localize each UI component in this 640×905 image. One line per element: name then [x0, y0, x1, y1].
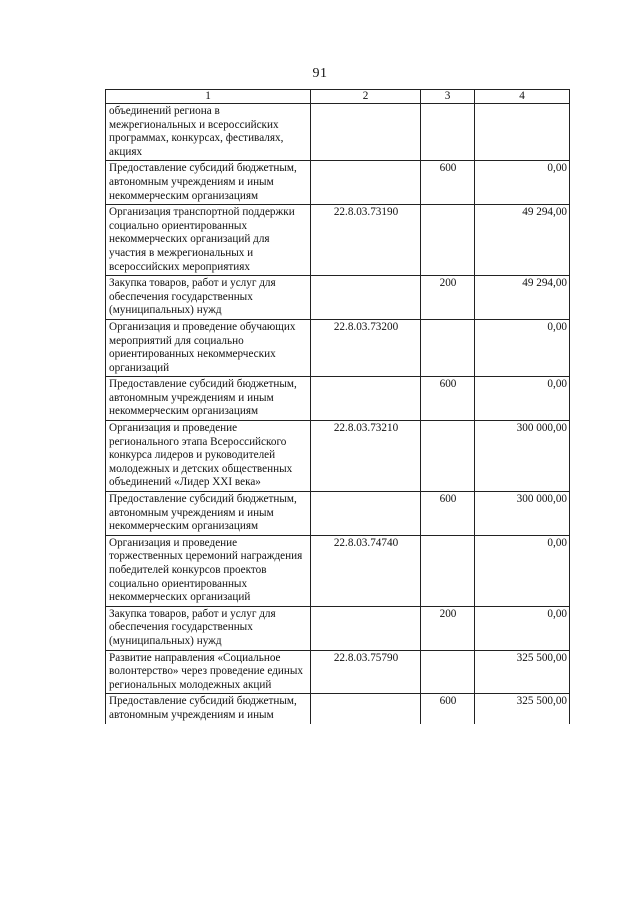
row-name: Предоставление субсидий бюджетным, автономным учреждениям и иным некоммерческим организациям [106, 377, 311, 421]
row-amount: 49 294,00 [475, 276, 570, 320]
table-row [106, 492, 570, 536]
row-code [311, 492, 421, 536]
row-name: Организация и проведение торжественных церемоний награждения победителей конкурсов проектов социально ориентированных некоммерческих организаций [106, 535, 311, 606]
column-header-2: 2 [311, 90, 421, 104]
row-expense-type [421, 104, 475, 161]
row-expense-type: 600 [421, 377, 475, 421]
row-expense-type [421, 421, 475, 492]
row-code: 22.8.03.73190 [311, 205, 421, 276]
row-expense-type: 600 [421, 694, 475, 724]
row-amount: 0,00 [475, 606, 570, 650]
row-expense-type [421, 535, 475, 606]
row-amount: 0,00 [475, 377, 570, 421]
row-code [311, 161, 421, 205]
table-row [106, 650, 570, 694]
row-amount: 0,00 [475, 161, 570, 205]
table-row [106, 377, 570, 421]
row-name: Предоставление субсидий бюджетным, автономным учреждениям и иным [106, 694, 311, 724]
row-expense-type: 600 [421, 492, 475, 536]
column-header-4: 4 [475, 90, 570, 104]
row-code: 22.8.03.73210 [311, 421, 421, 492]
row-name: Развитие направления «Социальное волонтерство» через проведение единых региональных молодежных акций [106, 650, 311, 694]
table-row [106, 535, 570, 606]
column-header-3: 3 [421, 90, 475, 104]
row-amount: 325 500,00 [475, 650, 570, 694]
row-code: 22.8.03.74740 [311, 535, 421, 606]
table-row [106, 161, 570, 205]
table-row [106, 694, 570, 724]
row-expense-type [421, 205, 475, 276]
row-code [311, 276, 421, 320]
row-name: Организация и проведение обучающих мероприятий для социально ориентированных некоммерческих организаций [106, 319, 311, 376]
row-code [311, 694, 421, 724]
row-expense-type: 200 [421, 276, 475, 320]
row-code [311, 104, 421, 161]
table-row [106, 606, 570, 650]
table-row [106, 276, 570, 320]
table-row [106, 205, 570, 276]
page-number: 91 [312, 66, 328, 81]
row-name: Закупка товаров, работ и услуг для обеспечения государственных (муниципальных) нужд [106, 606, 311, 650]
row-amount [475, 104, 570, 161]
budget-table [105, 89, 570, 724]
row-name: Предоставление субсидий бюджетным, автономным учреждениям и иным некоммерческим организациям [106, 161, 311, 205]
row-expense-type: 600 [421, 161, 475, 205]
row-amount: 300 000,00 [475, 492, 570, 536]
row-name: Организация транспортной поддержки социально ориентированных некоммерческих организаций для участия в межрегиональных и всероссийских мероприятиях [106, 205, 311, 276]
row-code: 22.8.03.73200 [311, 319, 421, 376]
row-amount: 300 000,00 [475, 421, 570, 492]
row-amount: 49 294,00 [475, 205, 570, 276]
column-header-1: 1 [106, 90, 311, 104]
table-header-row [106, 90, 570, 104]
row-code [311, 377, 421, 421]
table-row [106, 421, 570, 492]
row-name: Предоставление субсидий бюджетным, автономным учреждениям и иным некоммерческим организациям [106, 492, 311, 536]
row-expense-type [421, 650, 475, 694]
row-amount: 325 500,00 [475, 694, 570, 724]
row-amount: 0,00 [475, 535, 570, 606]
row-code: 22.8.03.75790 [311, 650, 421, 694]
row-name: Организация и проведение регионального этапа Всероссийского конкурса лидеров и руководителей молодежных и детских общественных объединений «Лидер XXI века» [106, 421, 311, 492]
row-expense-type: 200 [421, 606, 475, 650]
row-name: Закупка товаров, работ и услуг для обеспечения государственных (муниципальных) нужд [106, 276, 311, 320]
table-row [106, 319, 570, 376]
row-name: объединений региона в межрегиональных и всероссийских программах, конкурсах, фестивалях, акциях [106, 104, 311, 161]
row-code [311, 606, 421, 650]
row-expense-type [421, 319, 475, 376]
table-row [106, 104, 570, 161]
row-amount: 0,00 [475, 319, 570, 376]
